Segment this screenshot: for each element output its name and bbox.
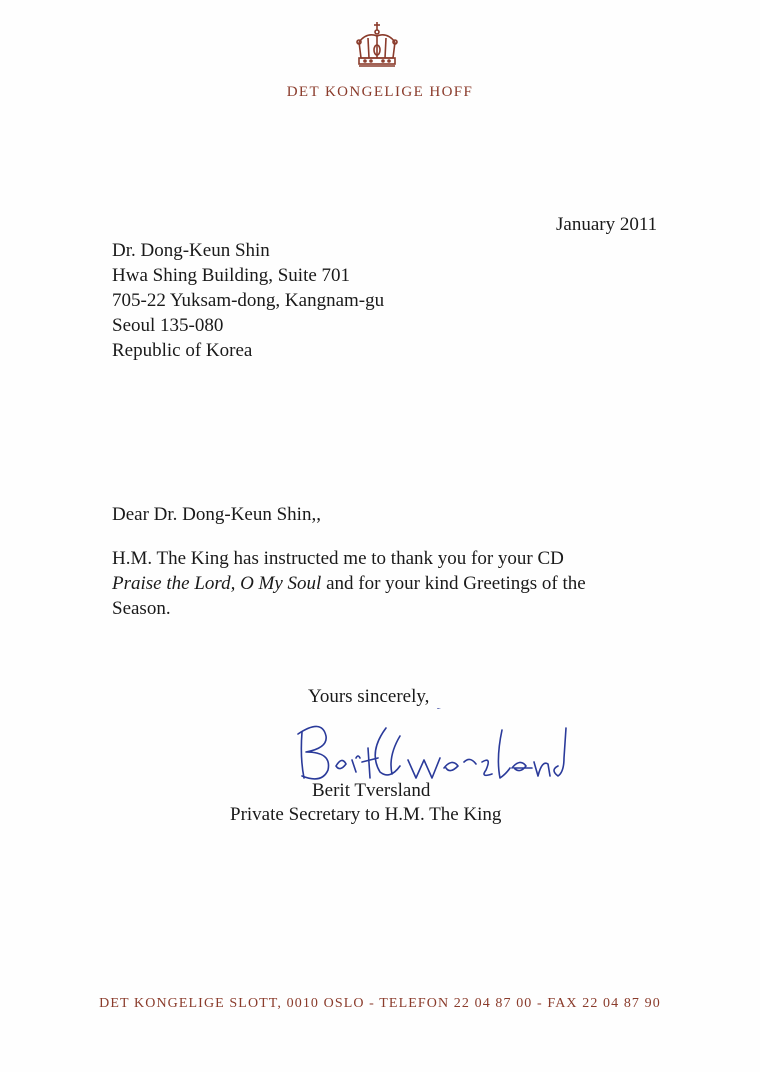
recipient-street: 705-22 Yuksam-dong, Kangnam-gu	[112, 290, 385, 311]
signer-name: Berit Tversland	[312, 780, 431, 801]
letterhead-footer: DET KONGELIGE SLOTT, 0010 OSLO - TELEFON 22 04 87 00 - FAX 22 04 87 90	[99, 996, 661, 1011]
salutation: Dear Dr. Dong-Keun Shin,,	[112, 504, 321, 525]
recipient-address	[112, 238, 384, 363]
royal-crown-icon	[353, 20, 401, 74]
cd-title: Praise the Lord, O My Soul	[112, 573, 322, 594]
letter-date: January 2011	[556, 214, 658, 235]
body-text-part1: H.M. The King has instructed me to thank you for your CD	[112, 548, 564, 569]
letterhead-organization: DET KONGELIGE HOFF	[286, 84, 474, 100]
closing: Yours sincerely,	[308, 686, 430, 707]
recipient-city: Seoul 135-080	[112, 315, 224, 336]
letter-body	[112, 546, 612, 621]
body-text-part2: and for your kind Greetings of the Season.	[112, 573, 586, 619]
signer-title: Private Secretary to H.M. The King	[230, 804, 502, 825]
recipient-building: Hwa Shing Building, Suite 701	[112, 265, 351, 286]
recipient-country: Republic of Korea	[112, 340, 253, 361]
recipient-name: Dr. Dong-Keun Shin	[112, 240, 270, 261]
